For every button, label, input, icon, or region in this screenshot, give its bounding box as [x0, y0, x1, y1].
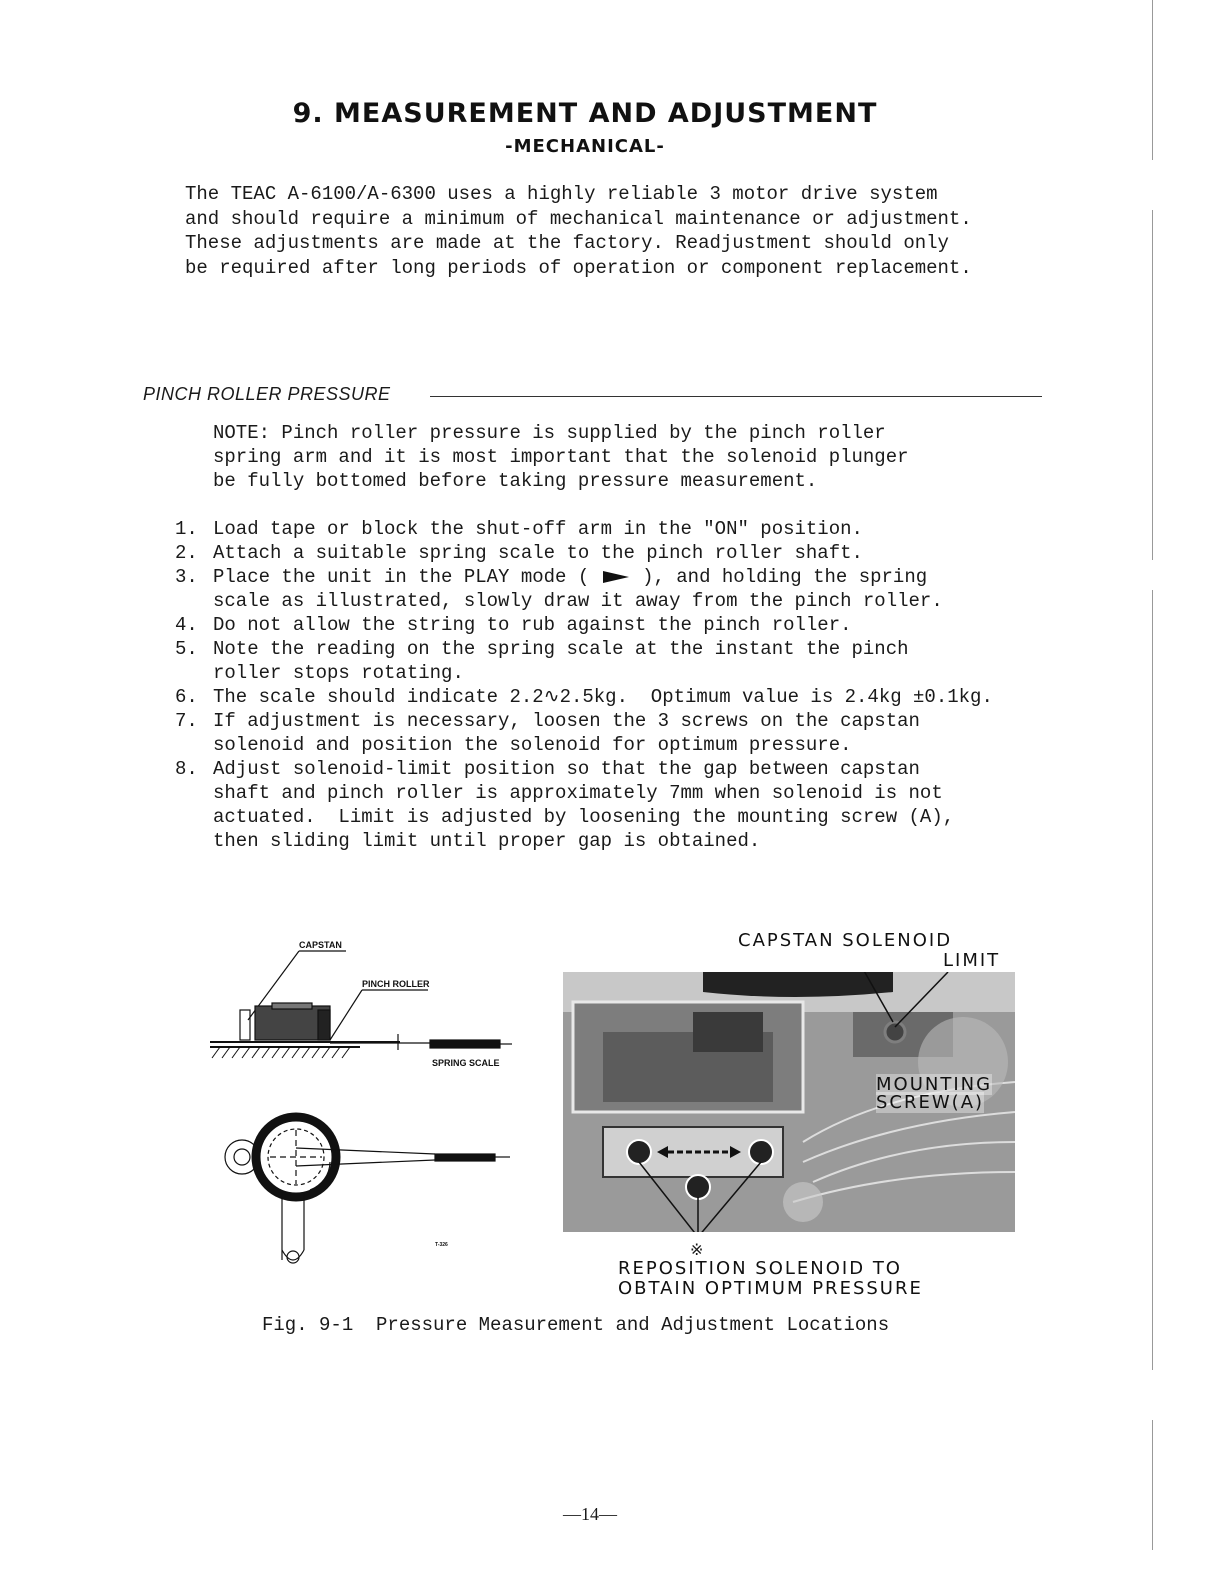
diagram-label-angle: 90° — [292, 1192, 308, 1203]
step-text-post: ), and holding the spring — [642, 566, 928, 588]
label-capstan-solenoid: CAPSTAN SOLENOID — [738, 930, 953, 951]
list-item — [175, 637, 993, 685]
step-text: roller stops rotating. — [213, 662, 464, 684]
label-mounting: MOUNTING — [876, 1074, 993, 1095]
step-number: 2. — [175, 542, 198, 564]
step-number: 1. — [175, 518, 198, 540]
diagram-label-capstan: CAPSTAN — [299, 940, 342, 950]
steps-list — [175, 517, 993, 853]
intro-line: These adjustments are made at the factory. Readjustment should only — [185, 232, 949, 254]
note-line: spring arm and it is most important that the solenoid plunger — [213, 446, 909, 468]
step-number: 7. — [175, 710, 198, 732]
step-text: scale as illustrated, slowly draw it away from the pinch roller. — [213, 590, 943, 612]
list-item — [175, 613, 993, 637]
diagram-label-spring-scale: SPRING SCALE — [432, 1058, 500, 1068]
section-heading: PINCH ROLLER PRESSURE — [143, 384, 391, 404]
list-item — [175, 517, 993, 541]
step-text: Adjust solenoid-limit position so that the gap between capstan — [213, 758, 920, 780]
list-item — [175, 709, 993, 757]
step-number: 5. — [175, 638, 198, 660]
note-block — [213, 421, 909, 493]
step-text: solenoid and position the solenoid for optimum pressure. — [213, 734, 852, 756]
step-number: 6. — [175, 686, 198, 708]
step-text: actuated. Limit is adjusted by loosening the mounting screw (A), — [213, 806, 955, 828]
scan-edge-line — [1152, 210, 1153, 560]
step-text: The scale should indicate 2.2∿2.5kg. Optimum value is 2.4kg ±0.1kg. — [213, 686, 993, 708]
list-item — [175, 757, 993, 853]
pinch-roller-diagram — [200, 930, 530, 1280]
list-item — [175, 685, 993, 709]
step-number: 3. — [175, 566, 198, 588]
asterisk-mark: ※ — [690, 1240, 704, 1259]
step-text: Load tape or block the shut-off arm in the "ON" position. — [213, 518, 863, 540]
step-number: 8. — [175, 758, 198, 780]
intro-paragraph — [185, 182, 972, 280]
step-number: 4. — [175, 614, 198, 636]
list-item — [175, 565, 993, 613]
scan-edge-line — [1152, 0, 1153, 160]
page-number: —14— — [563, 1504, 617, 1524]
page-title: 9. MEASUREMENT AND ADJUSTMENT — [292, 98, 878, 129]
scan-edge-line — [1152, 1420, 1153, 1550]
step-text: If adjustment is necessary, loosen the 3 screws on the capstan — [213, 710, 920, 732]
step-text-pre: Place the unit in the PLAY mode ( — [213, 566, 590, 588]
label-limit: LIMIT — [943, 950, 1001, 971]
step-text: Note the reading on the spring scale at the instant the pinch — [213, 638, 909, 660]
label-screw-a: SCREW(A) — [876, 1092, 985, 1113]
section-rule — [430, 396, 1042, 397]
label-reposition-2: OBTAIN OPTIMUM PRESSURE — [618, 1278, 923, 1299]
figure-caption: Fig. 9-1 Pressure Measurement and Adjustment Locations — [262, 1314, 890, 1336]
diagram-label-ref: T-326 — [435, 1242, 448, 1248]
diagram-label-pinch-roller: PINCH ROLLER — [362, 979, 430, 989]
intro-line: and should require a minimum of mechanical maintenance or adjustment. — [185, 207, 972, 230]
step-text: Do not allow the string to rub against the pinch roller. — [213, 614, 852, 636]
step-text: then sliding limit until proper gap is obtained. — [213, 830, 761, 852]
list-item — [175, 541, 993, 565]
page-subtitle: -MECHANICAL- — [505, 136, 665, 157]
note-line: NOTE: Pinch roller pressure is supplied by the pinch roller — [213, 422, 886, 444]
label-reposition-1: REPOSITION SOLENOID TO — [618, 1258, 902, 1279]
intro-line: The TEAC A-6100/A-6300 uses a highly reliable 3 motor drive system — [185, 183, 938, 205]
step-text: shaft and pinch roller is approximately 7mm when solenoid is not — [213, 782, 943, 804]
play-icon — [603, 571, 629, 583]
scan-edge-line — [1152, 590, 1153, 1370]
step-text: Attach a suitable spring scale to the pinch roller shaft. — [213, 542, 863, 564]
intro-line: be required after long periods of operation or component replacement. — [185, 256, 972, 279]
step-text — [213, 565, 943, 589]
note-line: be fully bottomed before taking pressure measurement. — [213, 470, 818, 492]
